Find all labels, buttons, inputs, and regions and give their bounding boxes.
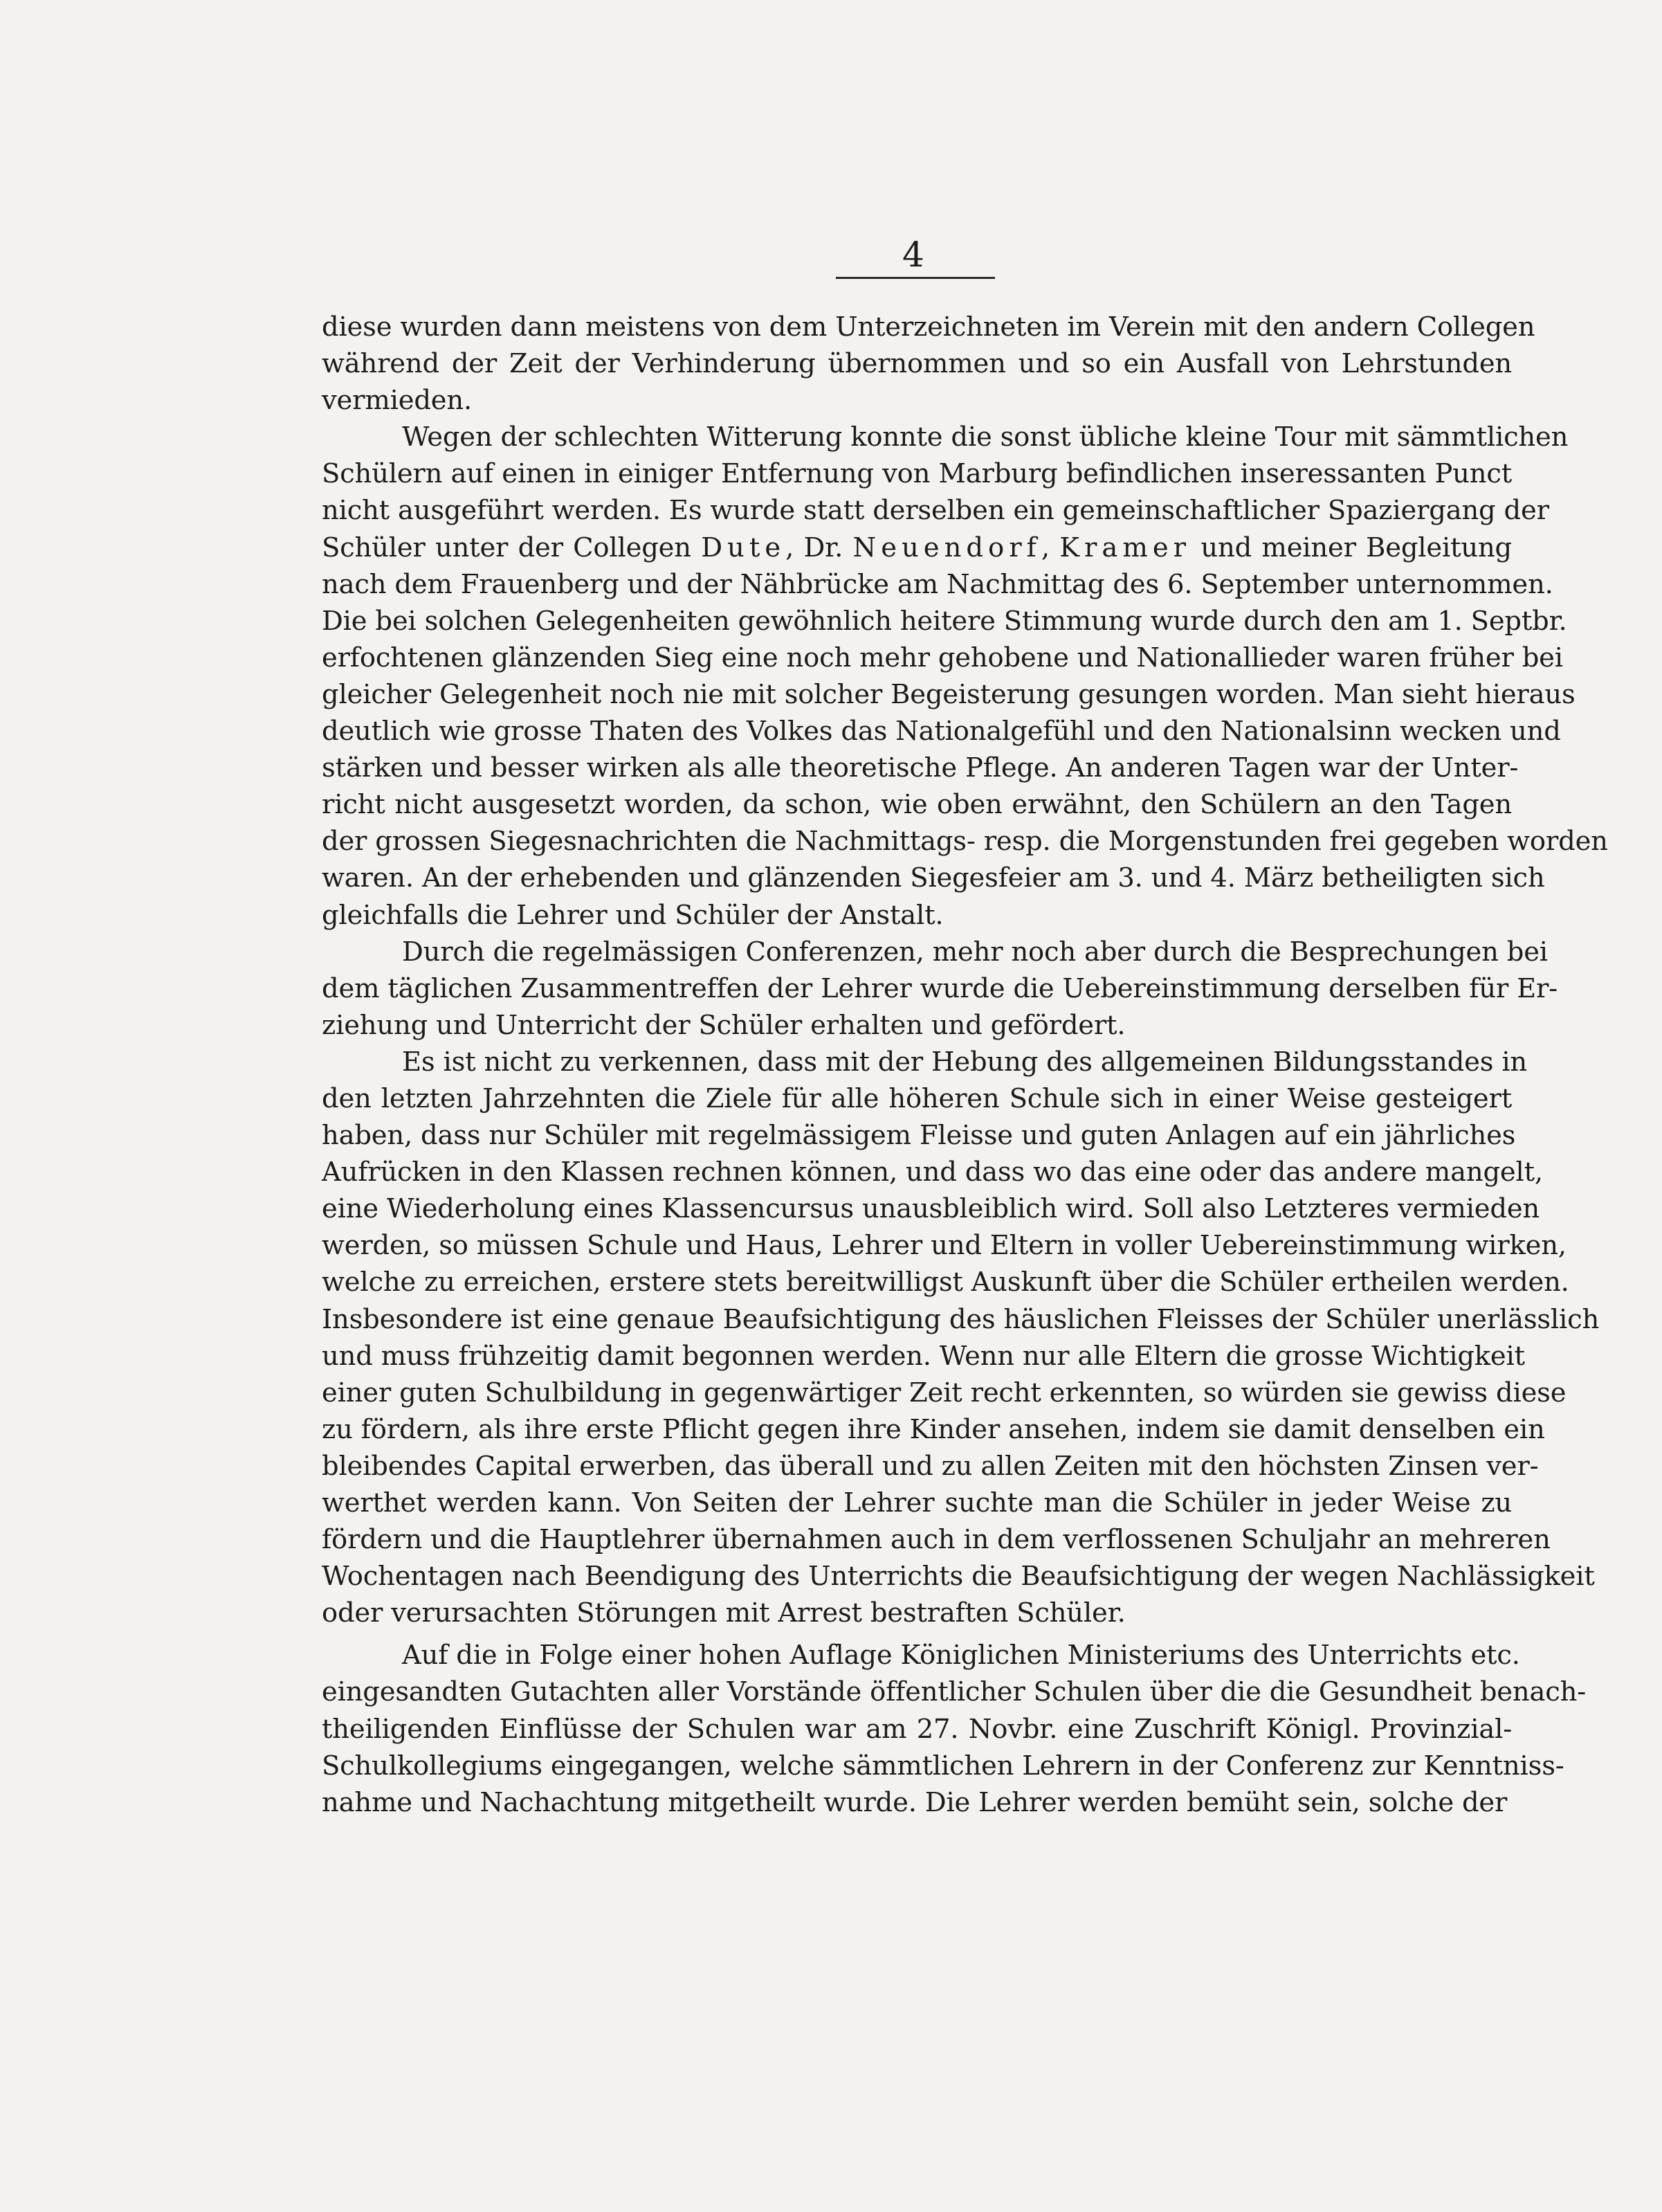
text-segment: , [1041, 532, 1060, 563]
body-text [322, 309, 1608, 1821]
text-line: Schülern auf einen in einiger Entfernung von Marburg befindlichen inseressanten Punct [322, 458, 1512, 490]
text-segment: , Dr. [785, 532, 853, 563]
text-line: und muss frühzeitig damit begonnen werden. Wenn nur alle Eltern die grosse Wichtigkeit [322, 1340, 1525, 1372]
text-line: waren. An der erhebenden und glänzenden Siegesfeier am 3. und 4. März betheiligten sich [322, 862, 1545, 894]
text-line: diese wurden dann meistens von dem Unterzeichneten im Verein mit den andern Collegen [322, 311, 1535, 343]
text-line: gleichfalls die Lehrer und Schüler der Anstalt. [322, 899, 944, 931]
text-line: der grossen Siegesnachrichten die Nachmittags- resp. die Morgenstunden frei gegeben worden [322, 826, 1608, 858]
paragraph [322, 1637, 1586, 1820]
text-line: werden, so müssen Schule und Haus, Lehrer und Eltern in voller Uebereinstimmung wirken, [322, 1230, 1567, 1262]
text-line: Schulkollegiums eingegangen, welche sämmtlichen Lehrern in der Conferenz zur Kenntniss- [322, 1750, 1564, 1782]
text-line: gleicher Gelegenheit noch nie mit solcher Begeisterung gesungen worden. Man sieht hieraus [322, 678, 1576, 710]
text-line: ziehung und Unterricht der Schüler erhalten und gefördert. [322, 1009, 1126, 1041]
text-line: theiligenden Einflüsse der Schulen war am 27. Novbr. eine Zuschrift Königl. Provinzial- [322, 1713, 1512, 1745]
text-line: erfochtenen glänzenden Sieg eine noch mehr gehobene und Nationallieder waren früher bei [322, 642, 1563, 673]
text-line: bleibendes Capital erwerben, das überall und zu allen Zeiten mit den höchsten Zinsen ver- [322, 1450, 1539, 1482]
text-line: Auf die in Folge einer hohen Auflage Königlichen Ministeriums des Unterrichts etc. [402, 1640, 1520, 1671]
text-line: Wochentagen nach Beendigung des Unterrichts die Beaufsichtigung der wegen Nachlässigkeit [322, 1561, 1595, 1593]
text-line: deutlich wie grosse Thaten des Volkes das Nationalgefühl und den Nationalsinn wecken und [322, 716, 1561, 747]
text-line: Die bei solchen Gelegenheiten gewöhnlich heitere Stimmung wurde durch den am 1. Septbr. [322, 605, 1567, 637]
text-line: Durch die regelmässigen Conferenzen, mehr noch aber durch die Besprechungen bei [402, 936, 1548, 968]
text-line: richt nicht ausgesetzt worden, da schon, wie oben erwähnt, den Schülern an den Tagen [322, 789, 1512, 821]
text-segment: und meiner Begleitung [1191, 532, 1512, 563]
text-line: zu fördern, als ihre erste Pflicht gegen ihre Kinder ansehen, indem sie damit denselben ein [322, 1413, 1545, 1445]
paragraph [322, 419, 1608, 933]
text-line: stärken und besser wirken als alle theoretische Pflege. An anderen Tagen war der Unter- [322, 752, 1519, 784]
text-line: Insbesondere ist eine genaue Beaufsichtigung des häuslichen Fleisses der Schüler unerlässlich [322, 1303, 1600, 1335]
text-line: welche zu erreichen, erstere stets bereitwilligst Auskunft über die Schüler ertheilen werden. [322, 1267, 1569, 1298]
header-rule [836, 277, 995, 279]
paragraph [322, 1044, 1600, 1632]
page-number: 4 [902, 235, 924, 275]
text-line: oder verursachten Störungen mit Arrest bestraften Schüler. [322, 1597, 1126, 1629]
page-header [823, 234, 1003, 282]
text-line: nach dem Frauenberg und der Nähbrücke am Nachmittag des 6. September unternommen. [322, 568, 1553, 600]
text-line: eingesandten Gutachten aller Vorstände öffentlicher Schulen über die die Gesundheit benach- [322, 1676, 1586, 1708]
text-line: fördern und die Hauptlehrer übernahmen auch in dem verflossenen Schuljahr an mehreren [322, 1524, 1551, 1556]
text-line: Aufrücken in den Klassen rechnen können, und dass wo das eine oder das andere mangelt, [322, 1157, 1543, 1188]
name-emphasis: Dute [701, 532, 786, 563]
name-emphasis: Kramer [1059, 532, 1191, 563]
text-line: während der Zeit der Verhinderung übernommen und so ein Ausfall von Lehrstunden [322, 348, 1512, 380]
text-line: nahme und Nachachtung mitgetheilt wurde. Die Lehrer werden bemüht sein, solche der [322, 1786, 1508, 1818]
text-line: eine Wiederholung eines Klassencursus unausbleiblich wird. Soll also Letzteres vermieden [322, 1193, 1540, 1225]
text-segment: Schüler unter der Collegen [322, 532, 702, 563]
text-line: dem täglichen Zusammentreffen der Lehrer wurde die Uebereinstimmung derselben für Er- [322, 972, 1558, 1004]
text-line: einer guten Schulbildung in gegenwärtiger Zeit recht erkennten, so würden sie gewiss diese [322, 1377, 1567, 1408]
paragraph [322, 934, 1558, 1044]
text-line: vermieden. [322, 385, 473, 417]
text-line: nicht ausgeführt werden. Es wurde statt derselben ein gemeinschaftlicher Spaziergang der [322, 495, 1549, 527]
name-emphasis: Neuendorf [852, 532, 1041, 563]
paragraph [322, 309, 1535, 419]
text-line: Wegen der schlechten Witterung konnte die sonst übliche kleine Tour mit sämmtlichen [402, 421, 1569, 453]
text-line: werthet werden kann. Von Seiten der Lehrer suchte man die Schüler in jeder Weise zu [322, 1487, 1512, 1519]
text-line: haben, dass nur Schüler mit regelmässigem Fleisse und guten Anlagen auf ein jährliches [322, 1120, 1516, 1152]
text-line: den letzten Jahrzehnten die Ziele für alle höheren Schule sich in einer Weise gesteigert [322, 1082, 1512, 1114]
text-line: Es ist nicht zu verkennen, dass mit der Hebung des allgemeinen Bildungsstandes in [402, 1046, 1528, 1078]
text-line [322, 529, 1512, 566]
paragraph-gap [322, 1631, 1512, 1637]
